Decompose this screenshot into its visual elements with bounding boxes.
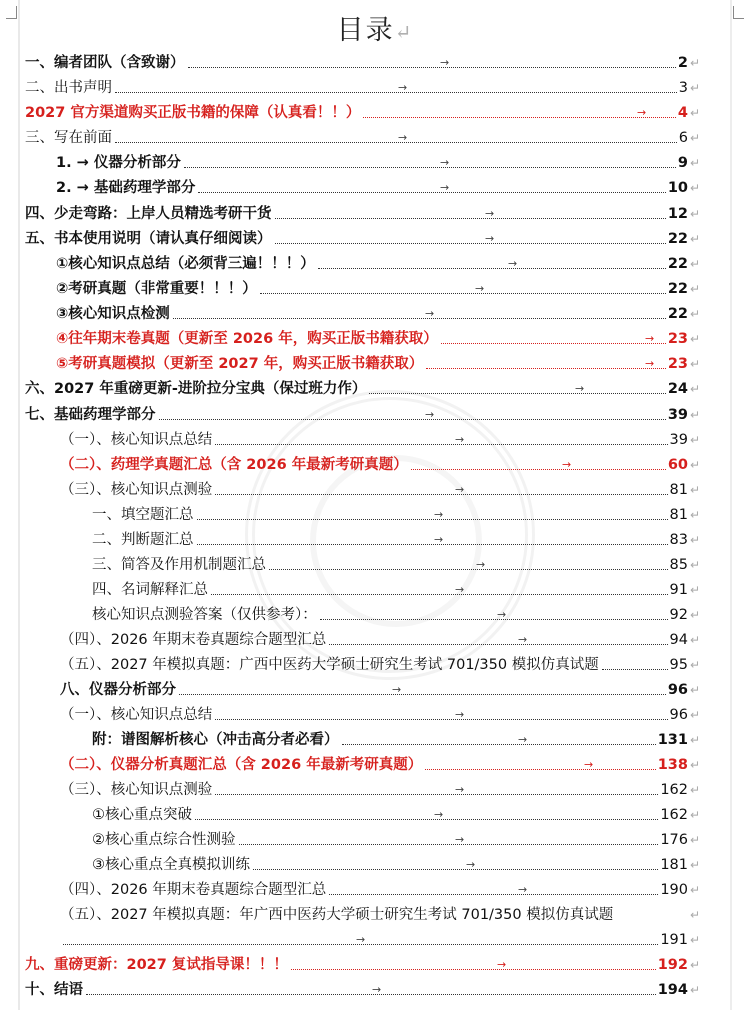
toc-entry-label: 核心知识点测验答案（仅供参考）： (92, 607, 317, 623)
toc-entry-page-number: 92 (669, 607, 688, 623)
paragraph-mark: ↵ (690, 708, 701, 722)
toc-entry[interactable] (0, 928, 750, 952)
tab-arrow-icon: → (440, 56, 450, 69)
toc-entry-label: （三）、核心知识点测验 (60, 782, 213, 798)
dot-leader (275, 243, 666, 244)
toc-entry[interactable] (0, 327, 750, 351)
toc-entry[interactable] (0, 653, 750, 677)
toc-entry[interactable] (0, 126, 750, 150)
paragraph-mark: ↵ (690, 408, 701, 422)
dot-leader (197, 519, 668, 520)
paragraph-mark: ↵ (690, 558, 701, 572)
toc-entry-page-number: 138 (657, 757, 688, 773)
toc-entry[interactable] (0, 503, 750, 527)
toc-entry[interactable] (0, 277, 750, 301)
dot-leader (602, 669, 668, 670)
toc-entry[interactable] (0, 728, 750, 752)
toc-entry-page-number: 190 (660, 882, 688, 898)
tab-arrow-icon: → (434, 808, 444, 821)
dot-leader (215, 794, 658, 795)
tab-arrow-icon: → (497, 608, 507, 621)
paragraph-mark: ↵ (690, 458, 701, 472)
paragraph-mark: ↵ (690, 207, 701, 221)
paragraph-mark: ↵ (690, 483, 701, 497)
paragraph-mark: ↵ (690, 583, 701, 597)
toc-entry-page-number: 22 (667, 281, 688, 297)
paragraph-mark: ↵ (690, 608, 701, 622)
dot-leader (215, 719, 667, 720)
toc-entry-label: （二）、药理学真题汇总（含 2026 年最新考研真题） (60, 457, 408, 473)
paragraph-mark: ↵ (690, 232, 701, 246)
dot-leader (342, 744, 656, 745)
toc-entry-label: ③核心重点全真模拟训练 (92, 857, 250, 873)
toc-entry-label: ②考研真题（非常重要！！！） (56, 281, 257, 297)
dot-leader (215, 444, 667, 445)
paragraph-mark: ↵ (690, 131, 701, 145)
dot-leader (173, 318, 666, 319)
toc-entry-label: 三、简答及作用机制题汇总 (92, 557, 266, 573)
tab-arrow-icon: → (455, 783, 465, 796)
toc-entry-page-number: 23 (667, 331, 688, 347)
dot-leader (260, 293, 666, 294)
toc-entry-label: （五）、2027 年模拟真题：年广西中医药大学硕士研究生考试 701/350 模拟仿真试题 (60, 907, 614, 923)
toc-entry[interactable] (0, 603, 750, 627)
toc-entry-page-number: 10 (667, 180, 688, 196)
toc-entry[interactable] (0, 76, 750, 100)
toc-entry-page-number: 2 (677, 55, 688, 71)
tab-arrow-icon: → (485, 232, 495, 245)
toc-entry-page-number: 9 (677, 155, 688, 171)
paragraph-mark: ↵ (690, 633, 701, 647)
paragraph-mark: ↵ (690, 56, 701, 70)
toc-entry-page-number: 3 (678, 80, 688, 96)
dot-leader (426, 368, 666, 369)
dot-leader (369, 393, 665, 394)
toc-entry-label: 一、编者团队（含致谢） (25, 55, 185, 71)
tab-arrow-icon: → (455, 833, 465, 846)
toc-entry[interactable] (0, 377, 750, 401)
toc-entry-page-number: 191 (660, 932, 688, 948)
paragraph-mark: ↵ (690, 783, 701, 797)
toc-entry-page-number: 131 (657, 732, 688, 748)
toc-entry-page-number: 94 (669, 632, 688, 648)
toc-entry-label: 七、基础药理学部分 (25, 407, 156, 423)
paragraph-mark: ↵ (690, 658, 701, 672)
toc-entry[interactable] (0, 176, 750, 200)
paragraph-mark: ↵ (690, 733, 701, 747)
toc-entry[interactable] (0, 853, 750, 877)
paragraph-mark: ↵ (690, 808, 701, 822)
toc-entry[interactable] (0, 352, 750, 376)
toc-entry-page-number: 181 (660, 857, 688, 873)
toc-entry-label: 九、重磅更新：2027 复试指导课！！！ (25, 957, 288, 973)
toc-entry-label: 三、写在前面 (25, 130, 112, 146)
toc-entry-page-number: 95 (669, 657, 688, 673)
tab-arrow-icon: → (434, 508, 444, 521)
toc-entry-label: 八、仪器分析部分 (60, 682, 176, 698)
toc-entry-label: 四、名词解释汇总 (92, 582, 208, 598)
paragraph-mark: ↵ (690, 758, 701, 772)
tab-arrow-icon: → (575, 382, 585, 395)
toc-entry-page-number: 162 (660, 807, 688, 823)
tab-arrow-icon: → (455, 433, 465, 446)
toc-entry-page-number: 6 (678, 130, 688, 146)
tab-arrow-icon: → (466, 858, 476, 871)
dot-leader (363, 117, 676, 118)
toc-entry-page-number: 162 (660, 782, 688, 798)
tab-arrow-icon: → (475, 282, 485, 295)
toc-entry-label: 二、出书声明 (25, 80, 112, 96)
toc-entry-page-number: 22 (667, 231, 688, 247)
toc-entry[interactable] (0, 903, 750, 927)
tab-arrow-icon: → (440, 181, 450, 194)
tab-arrow-icon: → (637, 106, 647, 119)
toc-entry[interactable] (0, 478, 750, 502)
dot-leader (425, 769, 656, 770)
tab-arrow-icon: → (425, 408, 435, 421)
dot-leader (318, 268, 666, 269)
tab-arrow-icon: → (392, 683, 402, 696)
toc-entry[interactable] (0, 227, 750, 251)
dot-leader (115, 142, 677, 143)
tab-arrow-icon: → (645, 357, 655, 370)
toc-entry-page-number: 91 (669, 582, 688, 598)
tab-arrow-icon: → (518, 733, 528, 746)
dot-leader (253, 869, 658, 870)
toc-entry-label: ①核心知识点总结（必须背三遍！！！） (56, 256, 315, 272)
paragraph-mark: ↵ (690, 533, 701, 547)
toc-entry[interactable] (0, 428, 750, 452)
dot-leader (115, 92, 677, 93)
toc-entry-label: 六、2027 年重磅更新-进阶拉分宝典（保过班力作） (25, 381, 367, 397)
toc-entry-label: （一）、核心知识点总结 (60, 432, 213, 448)
toc-entry-label: （五）、2027 年模拟真题：广西中医药大学硕士研究生考试 701/350 模拟仿真试题 (60, 657, 599, 673)
toc-entry[interactable] (0, 628, 750, 652)
toc-entry-page-number: 12 (667, 206, 688, 222)
tab-arrow-icon: → (562, 458, 572, 471)
toc-entry[interactable] (0, 553, 750, 577)
dot-leader (188, 67, 676, 68)
tab-arrow-icon: → (485, 207, 495, 220)
paragraph-mark: ↵ (690, 683, 701, 697)
paragraph-mark: ↵ (690, 106, 701, 120)
dot-leader (215, 494, 667, 495)
toc-entry-label: 2. → 基础药理学部分 (56, 180, 196, 196)
toc-entry-label: ③核心知识点检测 (56, 306, 170, 322)
tab-arrow-icon: → (518, 633, 528, 646)
tab-arrow-icon: → (455, 708, 465, 721)
toc-entry-label: ②核心重点综合性测验 (92, 832, 236, 848)
paragraph-mark: ↵ (690, 508, 701, 522)
toc-entry-page-number: 23 (667, 356, 688, 372)
dot-leader (441, 343, 666, 344)
toc-entry-page-number: 39 (667, 407, 688, 423)
dot-leader (198, 192, 665, 193)
dot-leader (275, 218, 666, 219)
dot-leader (195, 819, 658, 820)
toc-entry[interactable] (0, 803, 750, 827)
tab-arrow-icon: → (455, 583, 465, 596)
dot-leader (320, 619, 668, 620)
toc-entry[interactable] (0, 678, 750, 702)
paragraph-mark: ↵ (690, 833, 701, 847)
toc-entry-label: ⑤考研真题模拟（更新至 2027 年，购买正版书籍获取） (56, 356, 424, 372)
tab-arrow-icon: → (372, 983, 382, 996)
paragraph-mark: ↵ (690, 858, 701, 872)
toc-entry-label: 四、少走弯路：上岸人员精选考研干货 (25, 206, 272, 222)
toc-entry-label: 五、书本使用说明（请认真仔细阅读） (25, 231, 272, 247)
paragraph-mark: ↵ (690, 883, 701, 897)
tab-arrow-icon: → (584, 758, 594, 771)
toc-entry-label: ①核心重点突破 (92, 807, 192, 823)
toc-entry[interactable] (0, 578, 750, 602)
tab-arrow-icon: → (497, 958, 507, 971)
tab-arrow-icon: → (434, 533, 444, 546)
dot-leader (239, 844, 659, 845)
tab-arrow-icon: → (440, 156, 450, 169)
tab-arrow-icon: → (425, 307, 435, 320)
dot-leader (329, 894, 658, 895)
paragraph-mark: ↵ (394, 20, 414, 44)
toc-entry-label: ④往年期末卷真题（更新至 2026 年，购买正版书籍获取） (56, 331, 438, 347)
toc-entry-label: 二、判断题汇总 (92, 532, 194, 548)
paragraph-mark: ↵ (690, 307, 701, 321)
toc-entry-label: （四）、2026 年期末卷真题综合题型汇总 (60, 632, 327, 648)
toc-entry-page-number: 81 (669, 507, 688, 523)
toc-entry[interactable] (0, 403, 750, 427)
paragraph-mark: ↵ (690, 81, 701, 95)
toc-entry[interactable] (0, 953, 750, 977)
toc-entry-page-number: 83 (669, 532, 688, 548)
toc-entry[interactable] (0, 51, 750, 75)
toc-entry-page-number: 96 (669, 707, 688, 723)
toc-entry[interactable] (0, 753, 750, 777)
dot-leader (159, 419, 666, 420)
paragraph-mark: ↵ (690, 156, 701, 170)
toc-entry[interactable] (0, 151, 750, 175)
tab-arrow-icon: → (398, 131, 408, 144)
toc-entry-page-number: 81 (669, 482, 688, 498)
tab-arrow-icon: → (455, 483, 465, 496)
tab-arrow-icon: → (356, 933, 366, 946)
tab-arrow-icon: → (476, 558, 486, 571)
toc-entry[interactable] (0, 101, 750, 125)
toc-entry-label: （一）、核心知识点总结 (60, 707, 213, 723)
toc-entry-page-number: 4 (677, 105, 688, 121)
toc-entry[interactable] (0, 202, 750, 226)
dot-leader (211, 594, 668, 595)
toc-entry-label: （三）、核心知识点测验 (60, 482, 213, 498)
paragraph-mark: ↵ (690, 958, 701, 972)
paragraph-mark: ↵ (690, 181, 701, 195)
tab-arrow-icon: → (508, 257, 518, 270)
toc-entry[interactable] (0, 703, 750, 727)
toc-entry-page-number: 85 (669, 557, 688, 573)
paragraph-mark: ↵ (690, 433, 701, 447)
toc-entry[interactable] (0, 978, 750, 1002)
dot-leader (179, 694, 666, 695)
toc-entry-page-number: 96 (667, 682, 688, 698)
dot-leader (291, 969, 656, 970)
dot-leader (329, 644, 667, 645)
dot-leader (411, 469, 666, 470)
tab-arrow-icon: → (398, 81, 408, 94)
toc-entry-page-number: 192 (657, 957, 688, 973)
toc-entry-page-number: 22 (667, 306, 688, 322)
toc-entry[interactable] (0, 778, 750, 802)
toc-entry-label: 1. → 仪器分析部分 (56, 155, 181, 171)
dot-leader (197, 544, 668, 545)
toc-entry-page-number: 194 (657, 982, 688, 998)
toc-entry-label: （四）、2026 年期末卷真题综合题型汇总 (60, 882, 327, 898)
paragraph-mark: ↵ (690, 332, 701, 346)
dot-leader (86, 994, 656, 995)
toc-entry-page-number: 24 (667, 381, 688, 397)
toc-entry-label: 2027 官方渠道购买正版书籍的保障（认真看！！） (25, 105, 361, 121)
toc-entry-page-number: 176 (660, 832, 688, 848)
toc-entry-page-number: 22 (667, 256, 688, 272)
toc-entry[interactable] (0, 828, 750, 852)
paragraph-mark: ↵ (690, 257, 701, 271)
paragraph-mark: ↵ (690, 933, 701, 947)
toc-entry-page-number: 39 (669, 432, 688, 448)
toc-entry[interactable] (0, 528, 750, 552)
toc-entry-label: 十、结语 (25, 982, 83, 998)
toc-entry-label: 一、填空题汇总 (92, 507, 194, 523)
paragraph-mark: ↵ (690, 983, 701, 997)
dot-leader (184, 167, 676, 168)
tab-arrow-icon: → (518, 883, 528, 896)
toc-title-text: 目录 (336, 15, 395, 46)
toc-entry[interactable] (0, 252, 750, 276)
toc-entry-label: 附：谱图解析核心（冲击高分者必看） (92, 732, 339, 748)
tab-arrow-icon: → (645, 332, 655, 345)
toc-entry-page-number: 60 (667, 457, 688, 473)
toc-entry[interactable] (0, 878, 750, 902)
paragraph-mark: ↵ (690, 357, 701, 371)
paragraph-mark: ↵ (690, 908, 701, 922)
toc-entry-label: （二）、仪器分析真题汇总（含 2026 年最新考研真题） (60, 757, 423, 773)
paragraph-mark: ↵ (690, 382, 701, 396)
dot-leader (269, 569, 668, 570)
toc-entry[interactable] (0, 302, 750, 326)
paragraph-mark: ↵ (690, 282, 701, 296)
toc-entry[interactable] (0, 453, 750, 477)
